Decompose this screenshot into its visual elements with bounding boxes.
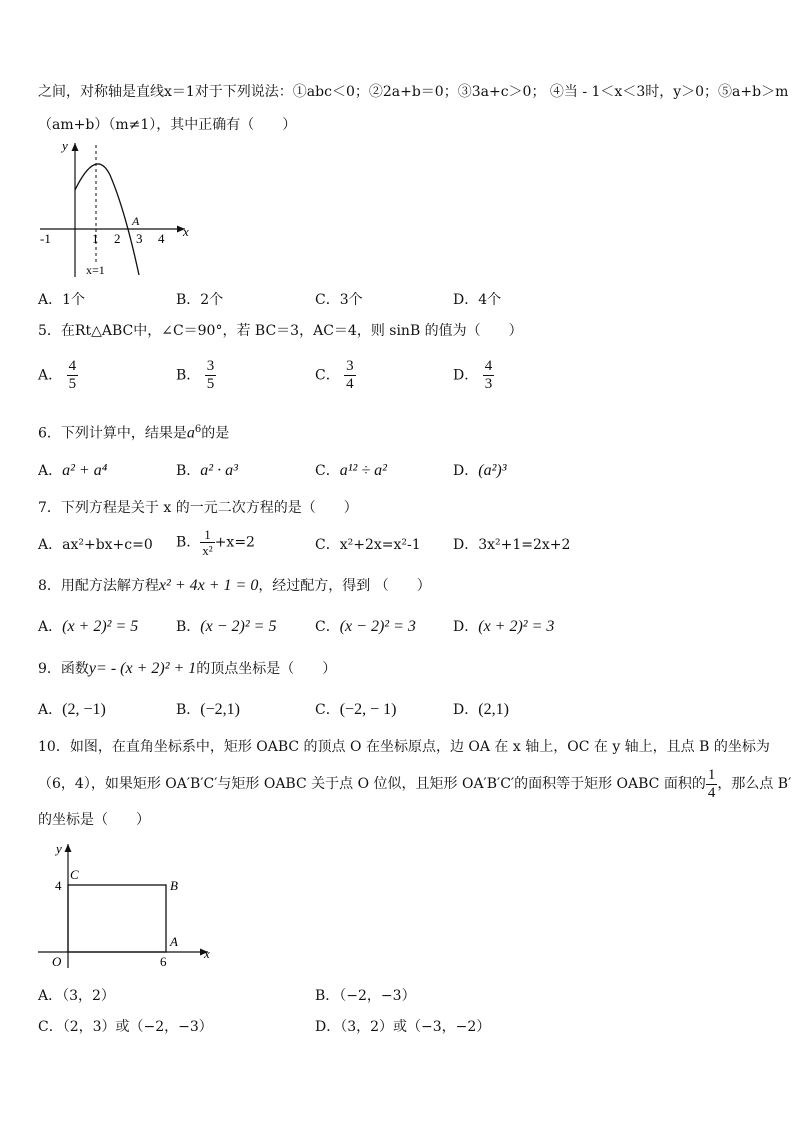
q7-option-b[interactable] [176,527,255,558]
q10-stem-line1: 10．如图，在直角坐标系中，矩形 OABC 的顶点 O 在坐标原点，边 OA 在 x 轴上，OC 在 y 轴上，且点 B 的坐标为 [38,739,770,755]
q5-a-numerator: 4 [68,358,77,374]
q8-stem-prefix: 8．用配方法解方程 [38,578,159,594]
q4-y-axis-arrow [72,143,79,151]
q7-option-a[interactable]: A．ax²+bx+c=0 [38,537,153,553]
q5-option-a[interactable] [38,358,78,393]
q9-option-c[interactable] [315,700,396,720]
q7-stem: 7．下列方程是关于 x 的一元二次方程的是（ ） [38,500,358,516]
q9-option-d-label: D． [453,702,479,718]
q7-option-b-fraction [200,527,214,558]
q8-option-d-expr: (x + 2)² = 3 [478,618,555,635]
q4-option-b[interactable]: B．2个 [176,292,224,308]
q4-option-c[interactable]: C．3个 [315,292,363,308]
q10-label-b: B [170,878,178,893]
q9-option-b-label: B． [176,702,201,718]
q5-d-denominator: 3 [484,376,493,392]
q10-tick-4: 4 [55,878,62,893]
q8-option-d-label: D． [453,619,479,635]
q6-option-a[interactable] [38,461,107,481]
q4-tick-2: 2 [114,231,121,246]
q9-stem-suffix: 的顶点坐标是（ ） [196,661,337,677]
q6-option-a-label: A． [38,463,63,479]
q4-parabola-curve [75,164,139,275]
q7-option-b-label: B． [176,534,201,551]
q6-option-a-expr: a² + a⁴ [62,462,108,479]
q9-option-b-expr: (−2,1) [200,701,240,718]
q9-stem-equation: y= - (x + 2)² + 1 [88,660,197,677]
q4-symmetry-label: x=1 [86,263,105,277]
q6-option-b-expr: a² · a³ [200,462,238,479]
q10-y-label: y [56,841,62,856]
q4-tick-minus1: -1 [40,231,51,246]
q10-label-c: C [70,867,79,882]
q6-stem [38,420,229,444]
q5-c-denominator: 4 [346,376,354,392]
q9-stem-prefix: 9．函数 [38,661,89,677]
q4-parabola-graph [30,135,200,285]
q4-point-a-label: A [132,214,140,228]
q8-option-d[interactable] [453,617,554,637]
q5-option-c-label: C． [315,367,340,384]
q10-stem-line2 [38,766,791,802]
q5-option-d[interactable] [453,358,494,393]
q10-tick-6: 6 [160,954,167,969]
q5-option-d-label: D． [453,367,479,384]
q5-option-b-label: B． [176,367,201,384]
q8-stem [38,576,431,596]
q8-option-b-label: B． [176,619,201,635]
q5-d-numerator: 4 [484,358,493,374]
q6-option-c-label: C． [315,463,340,479]
q10-label-a: A [170,934,178,949]
q10-stem-line2-prefix: （6，4），如果矩形 OA′B′C′与矩形 OABC 关于点 O 位似，且矩形 OA′B′C′的面积等于矩形 OABC 面积的 [38,776,706,792]
q8-stem-suffix: ，经过配方，得到 （ ） [258,578,431,594]
q10-fraction-denominator: 4 [707,784,716,801]
q8-option-b-expr: (x − 2)² = 5 [200,618,277,635]
q7-b-denominator: x² [202,543,213,558]
q9-option-d[interactable] [453,700,509,720]
q5-option-a-fraction [67,358,79,393]
q4-stem-line2: （am+b）（m≠1），其中正确有（ ） [38,117,297,133]
q8-option-a-expr: (x + 2)² = 5 [62,618,139,635]
q7-b-numerator: 1 [200,527,214,543]
q6-option-d-label: D． [453,463,479,479]
q5-option-d-fraction [483,358,495,393]
q4-tick-3: 3 [136,231,143,246]
q4-option-d[interactable]: D．4个 [453,292,502,308]
q5-b-numerator: 3 [206,358,215,374]
q9-option-d-expr: (2,1) [478,701,509,718]
q5-stem: 5．在Rt△ABC中，∠C＝90°，若 BC＝3，AC＝4，则 sinB 的值为（ ） [38,323,523,339]
q4-option-a[interactable]: A．1个 [38,292,86,308]
q5-option-a-label: A． [38,367,63,384]
q10-option-a[interactable]: A．（3，2） [38,988,115,1004]
q6-option-d-expr: (a²)³ [478,462,507,479]
q10-stem-line2-suffix: ，那么点 B′ [717,776,792,792]
q4-stem-line1: 之间，对称轴是直线x＝1对于下列说法：①abc＜0；②2a+b＝0；③3a+c＞0； ④当 - 1＜x＜3时，y＞0；⑤a+b＞m [38,84,789,100]
q9-option-c-label: C． [315,702,340,718]
q8-option-a-label: A． [38,619,63,635]
q5-option-c[interactable] [315,358,356,393]
q10-x-label: x [204,946,210,961]
q9-stem [38,659,336,679]
q7-option-b-rest: +x=2 [214,534,255,551]
q6-option-c[interactable] [315,461,387,481]
q9-option-a-label: A． [38,702,63,718]
q4-y-label: y [62,138,68,153]
q10-fraction [706,767,718,802]
q4-tick-1: 1 [92,231,99,246]
q6-stem-base: a [186,424,195,442]
q6-option-d[interactable] [453,461,506,481]
q10-rectangle-oabc [68,885,166,952]
q8-stem-equation: x² + 4x + 1 = 0 [158,577,259,594]
q5-c-numerator: 3 [346,358,354,374]
q7-option-c[interactable]: C．x²+2x=x²-1 [315,537,421,553]
q10-option-c[interactable]: C．（2，3）或（−2，−3） [38,1019,213,1035]
q9-option-a-expr: (2, −1) [62,701,106,718]
q9-option-a[interactable] [38,700,106,720]
q5-option-b[interactable] [176,358,216,393]
q4-tick-4: 4 [158,231,165,246]
q8-option-b[interactable] [176,617,276,637]
q6-option-c-expr: a¹² ÷ a² [339,462,387,479]
q10-option-b[interactable]: B．（−2，−3） [315,988,416,1004]
q8-option-c-expr: (x − 2)² = 3 [339,618,416,635]
q10-fraction-numerator: 1 [707,766,716,783]
q8-option-a[interactable] [38,617,138,637]
q10-label-o: O [52,954,62,969]
q10-rectangle-graph [30,838,220,973]
q5-option-b-fraction [205,358,217,393]
q8-option-c[interactable] [315,617,416,637]
q6-stem-suffix: 的是 [201,425,230,442]
q5-option-c-fraction [344,358,356,393]
q5-a-denominator: 5 [68,376,77,392]
q10-y-axis-arrow [65,844,72,852]
q10-stem-line3: 的坐标是（ ） [38,812,150,828]
q10-option-d[interactable]: D．（3，2）或（−3，−2） [315,1019,491,1035]
q5-b-denominator: 5 [206,376,215,392]
q6-stem-prefix: 6．下列计算中，结果是 [38,425,187,442]
q9-option-b[interactable] [176,700,240,720]
q6-stem-exponent: 6 [194,424,202,435]
q4-x-label: x [183,224,189,239]
q6-option-b-label: B． [176,463,201,479]
q6-option-b[interactable] [176,461,238,481]
q9-option-c-expr: (−2, − 1) [339,701,397,718]
q7-option-d[interactable]: D．3x²+1=2x+2 [453,537,571,553]
q8-option-c-label: C． [315,619,340,635]
